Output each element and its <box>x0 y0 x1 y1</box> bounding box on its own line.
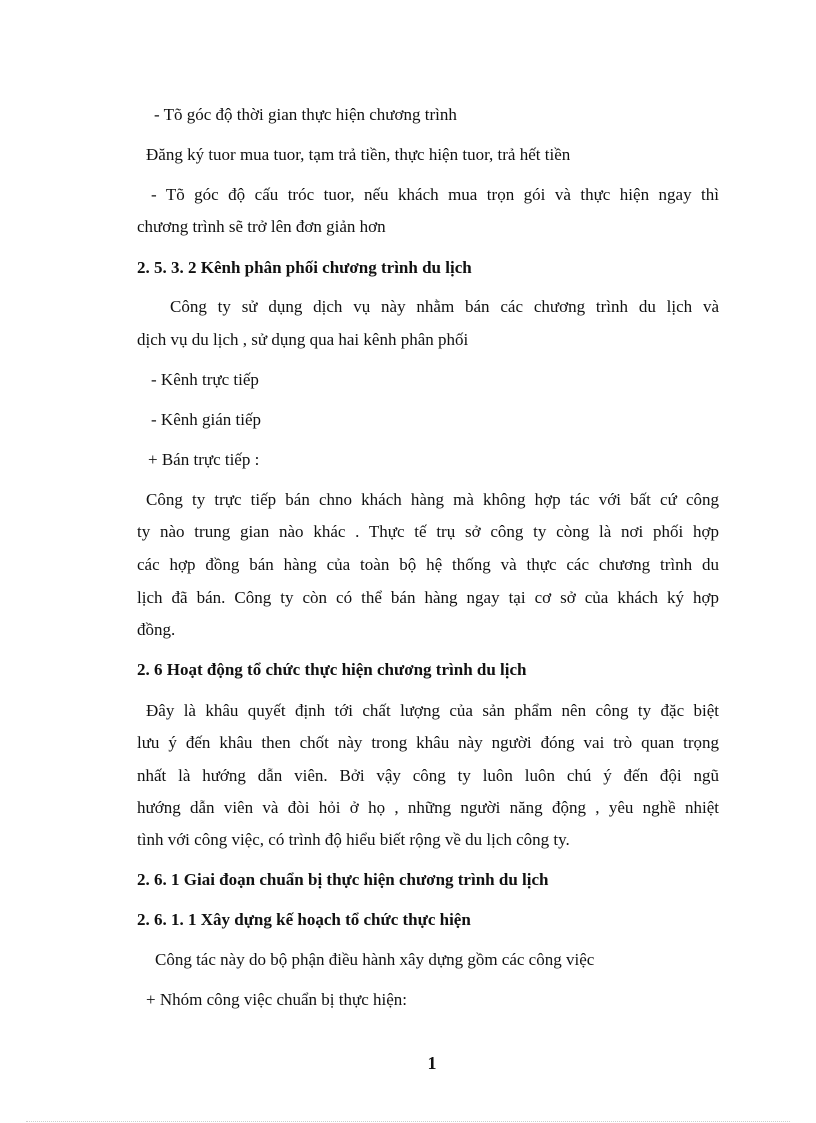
body-line: Đăng ký tuor mua tuor, tạm trả tiền, thực hiện tuor, trả hết tiền <box>146 145 571 164</box>
section-heading: 2. 6. 1 Giai đoạn chuẩn bị thực hiện chương trình du lịch <box>137 870 549 889</box>
body-line: ty nào trung gian nào khác . Thực tế trụ sở công ty còng là nơi phối hợp <box>137 522 719 541</box>
body-line: Công tác này do bộ phận điều hành xây dựng gồm các công việc <box>155 950 595 969</box>
body-line: các hợp đồng bán hàng của toàn bộ hệ thống và thực các chương trình du <box>137 555 719 574</box>
body-line: Công ty sử dụng dịch vụ này nhằm bán các chương trình du lịch và <box>170 297 719 316</box>
body-line: đồng. <box>137 620 176 639</box>
section-heading: 2. 6 Hoạt động tổ chức thực hiện chương trình du lịch <box>137 660 527 679</box>
body-line: - Tõ góc độ thời gian thực hiện chương trình <box>154 105 457 124</box>
section-heading: 2. 6. 1. 1 Xây dựng kế hoạch tổ chức thực hiện <box>137 910 471 929</box>
body-line: Công ty trực tiếp bán chno khách hàng mà không hợp tác với bất cứ công <box>146 490 719 509</box>
body-line: Đây là khâu quyết định tới chất lượng của sản phẩm nên công ty đặc biệt <box>146 701 719 720</box>
list-item: - Kênh gián tiếp <box>151 410 261 429</box>
body-line: dịch vụ du lịch , sử dụng qua hai kênh phân phối <box>137 330 469 349</box>
page-number: 1 <box>427 1053 437 1073</box>
body-line: lưu ý đến khâu then chốt này trong khâu này người đóng vai trò quan trọng <box>137 733 719 752</box>
body-line: hướng dẫn viên và đòi hỏi ở họ , những người năng động , yêu nghề nhiệt <box>137 798 719 817</box>
body-line: - Tõ góc độ cấu tróc tuor, nếu khách mua trọn gói và thực hiện ngay thì <box>151 185 719 204</box>
body-line: nhất là hướng dẫn viên. Bởi vậy công ty luôn luôn chú ý đến đội ngũ <box>137 766 719 785</box>
body-line: lịch đã bán. Công ty còn có thể bán hàng ngay tại cơ sở của khách ký hợp <box>137 588 719 607</box>
sub-list-item: + Bán trực tiếp : <box>148 450 260 469</box>
list-item: - Kênh trực tiếp <box>151 370 259 389</box>
section-heading: 2. 5. 3. 2 Kênh phân phối chương trình du lịch <box>137 258 472 277</box>
page-bottom-border <box>26 1121 790 1122</box>
sub-list-item: + Nhóm công việc chuẩn bị thực hiện: <box>146 990 407 1009</box>
body-line: chương trình sẽ trở lên đơn giản hơn <box>137 217 386 236</box>
body-line: tình với công việc, có trình độ hiểu biết rộng về du lịch công ty. <box>137 830 570 849</box>
